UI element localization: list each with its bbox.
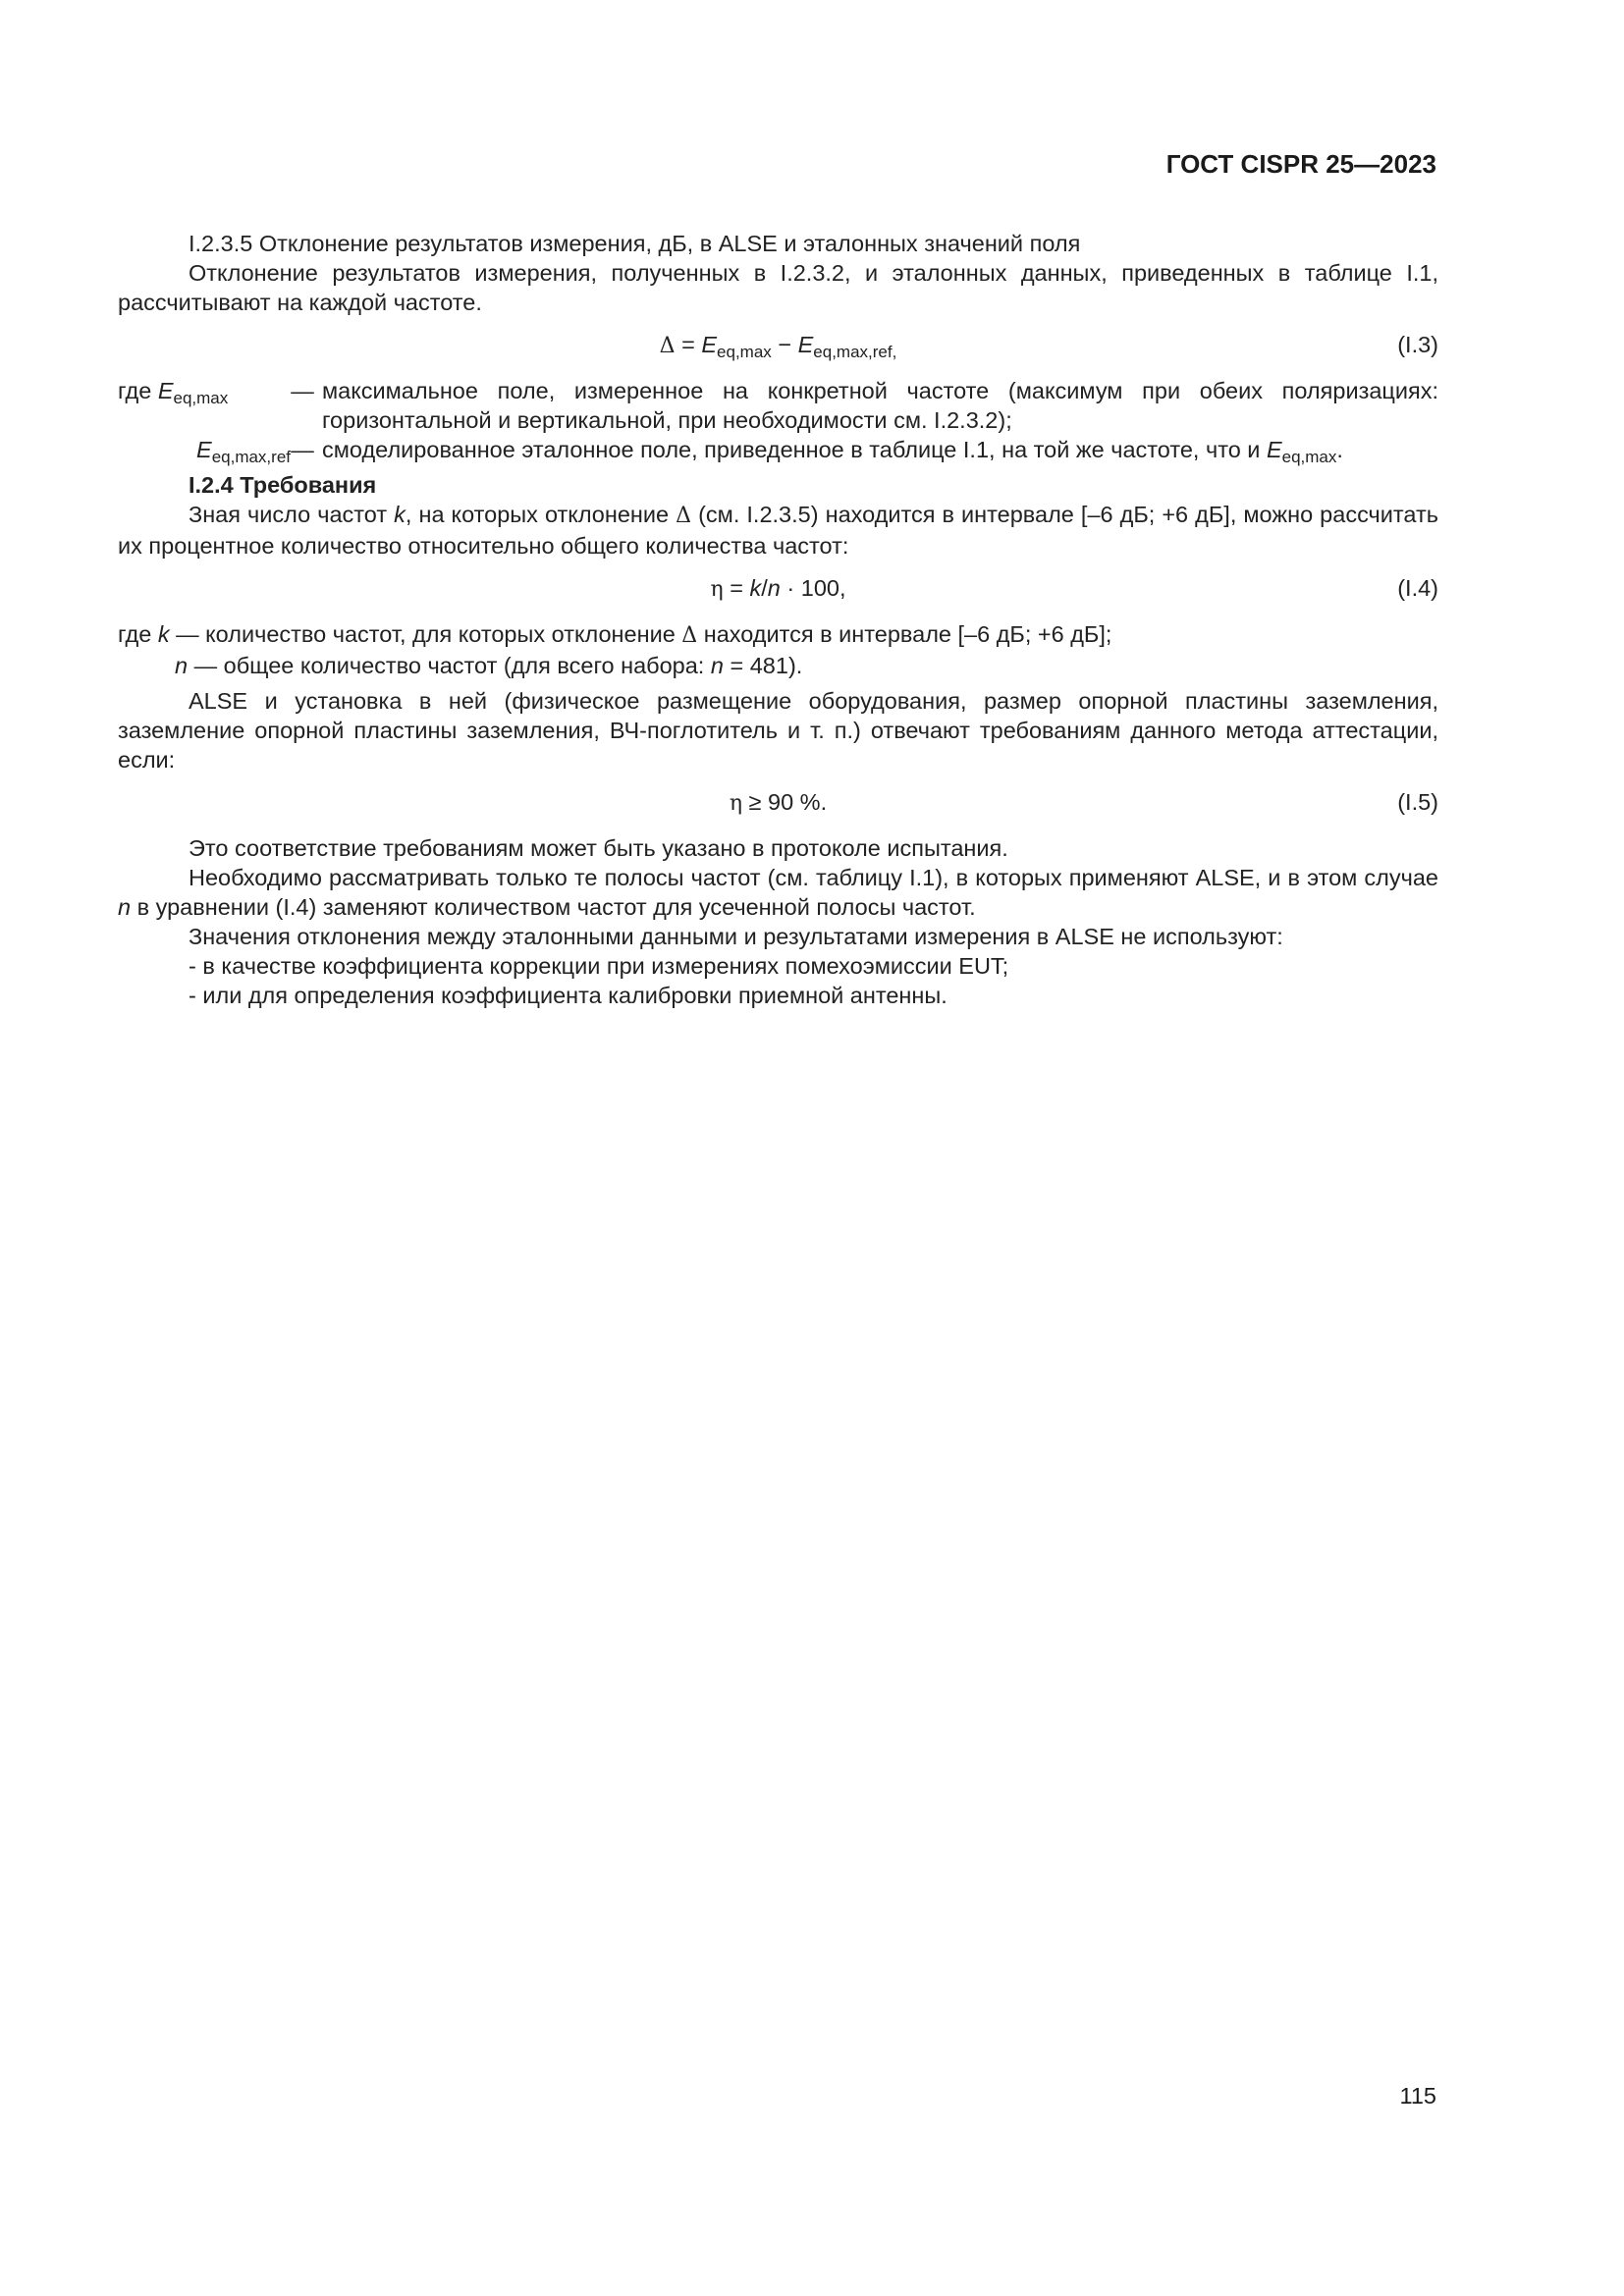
var-e: E bbox=[157, 378, 174, 403]
eta-symbol: η bbox=[710, 577, 724, 602]
var-e: E bbox=[797, 332, 814, 357]
list-item: - или для определения коэффициента калибровки приемной антенны. bbox=[189, 983, 947, 1008]
equals-sign: = bbox=[675, 332, 702, 357]
text-run: , на которых отклонение bbox=[405, 502, 677, 527]
paragraph-alse: ALSE и установка в ней (физическое размещение оборудования, размер опорной пластины заземления, заземление опорной пластины заземления, ВЧ-поглотитель и т. п.) отвечают требованиям данного метода аттестации, если: bbox=[118, 688, 1438, 773]
section-heading-i24: I.2.4 Требования bbox=[189, 472, 377, 498]
definition-dash: — bbox=[291, 378, 314, 403]
paragraph-requirements bbox=[118, 500, 1438, 561]
text-run: — количество частот, для которых отклонение bbox=[169, 621, 682, 647]
subscript: eq,max,ref bbox=[211, 448, 291, 466]
text-run: ≥ 90 %. bbox=[742, 789, 828, 815]
definition-description: максимальное поле, измеренное на конкретной частоте (максимум при обеих поляризациях: горизонтальной и вертикальной, при необходимости см. I.2.3.2); bbox=[322, 378, 1438, 433]
text-run: — общее количество частот (для всего набора: bbox=[188, 653, 711, 678]
where-word: где bbox=[118, 621, 158, 647]
formula-i5-number: (I.5) bbox=[1397, 789, 1438, 815]
where-word: где bbox=[118, 378, 158, 403]
definitions-i4 bbox=[118, 619, 1438, 680]
subscript: eq,max bbox=[173, 389, 229, 407]
formula-i4-number: (I.4) bbox=[1397, 575, 1438, 601]
list-item: - в качестве коэффициента коррекции при измерениях помехоэмиссии EUT; bbox=[189, 953, 1009, 979]
paragraph-deviation: Отклонение результатов измерения, полученных в I.2.3.2, и эталонных данных, приведенных в таблице I.1, рассчитывают на каждой частоте. bbox=[118, 260, 1438, 315]
text-run: (см. I.2.3.5) находится в интервале [–6 дБ; +6 дБ], можно рассчитать их процентное количество относительно общего количества частот: bbox=[118, 502, 1438, 559]
var-e: E bbox=[1266, 437, 1282, 462]
delta-symbol: Δ bbox=[659, 334, 676, 358]
var-e: E bbox=[701, 332, 718, 357]
text-run: находится в интервале [–6 дБ; +6 дБ]; bbox=[697, 621, 1112, 647]
definition-k bbox=[118, 619, 1438, 651]
formula-i4 bbox=[118, 573, 1438, 603]
definition-e-eq-max-ref bbox=[118, 435, 1438, 464]
text-run: в уравнении (I.4) заменяют количеством частот для усеченной полосы частот. bbox=[131, 894, 976, 920]
definition-term bbox=[118, 435, 291, 464]
paragraph-protocol: Это соответствие требованиям может быть указано в протоколе испытания. bbox=[189, 835, 1008, 861]
var-n: n bbox=[118, 894, 132, 920]
page-content bbox=[118, 229, 1438, 1010]
text-run: Зная число частот bbox=[189, 502, 395, 527]
var-n: n bbox=[767, 575, 781, 601]
var-n: n bbox=[175, 653, 189, 678]
var-k: k bbox=[394, 502, 406, 527]
equals-sign: = bbox=[723, 575, 750, 601]
definition-dash: — bbox=[291, 437, 314, 462]
var-e: E bbox=[196, 437, 212, 462]
page-number: 115 bbox=[1399, 2083, 1436, 2109]
text-run: · 100, bbox=[780, 575, 846, 601]
paragraph-bands bbox=[118, 863, 1438, 922]
text-run: = 481). bbox=[723, 653, 803, 678]
formula-i4-expression bbox=[118, 573, 1438, 605]
definition-term bbox=[118, 376, 291, 405]
formula-i5 bbox=[118, 787, 1438, 817]
delta-symbol: Δ bbox=[676, 504, 692, 528]
eta-symbol: η bbox=[729, 791, 743, 816]
subscript: eq,max,ref, bbox=[813, 343, 897, 361]
formula-i3-number: (I.3) bbox=[1397, 332, 1438, 357]
var-n: n bbox=[710, 653, 724, 678]
section-heading-i235: I.2.3.5 Отклонение результатов измерения, дБ, в ALSE и эталонных значений поля bbox=[189, 231, 1081, 256]
text-run: Необходимо рассматривать только те полосы частот (см. таблицу I.1), в которых применяют ALSE, и в этом случае bbox=[189, 865, 1438, 890]
minus-sign: − bbox=[771, 332, 798, 357]
delta-symbol: Δ bbox=[681, 623, 698, 648]
definition-n bbox=[118, 651, 1438, 680]
running-header: ГОСТ CISPR 25—2023 bbox=[1165, 149, 1436, 179]
slash: / bbox=[761, 575, 768, 601]
var-k: k bbox=[749, 575, 762, 601]
period: . bbox=[1336, 437, 1343, 462]
paragraph-usage: Значения отклонения между эталонными данными и результатами измерения в ALSE не используют: bbox=[189, 924, 1283, 949]
formula-i3 bbox=[118, 330, 1438, 359]
definition-description bbox=[322, 435, 1438, 464]
subscript: eq,max bbox=[717, 343, 772, 361]
definition-text: смоделированное эталонное поле, приведенное в таблице I.1, на той же частоте, что и bbox=[322, 437, 1267, 462]
formula-i3-expression bbox=[118, 330, 1438, 361]
definition-e-eq-max bbox=[118, 376, 1438, 435]
subscript: eq,max bbox=[1281, 448, 1337, 466]
formula-i5-expression bbox=[118, 787, 1438, 819]
var-k: k bbox=[157, 621, 170, 647]
